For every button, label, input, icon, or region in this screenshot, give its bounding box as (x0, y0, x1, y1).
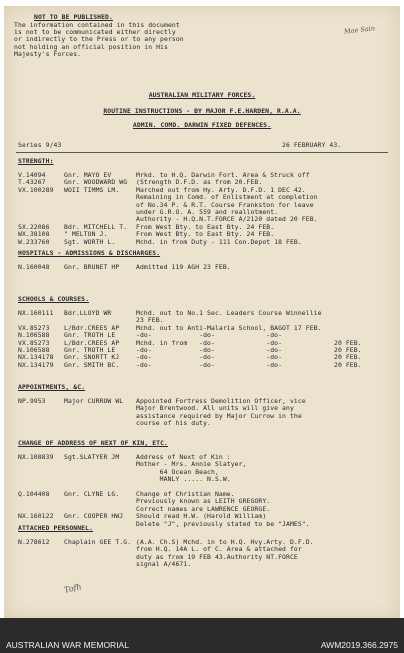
warning-line: or indirectly to the Press or to any person (14, 35, 184, 44)
entry-text: Mchd. out to No.1 Sec. Leaders Course Winnellie (136, 309, 322, 317)
entry-text: assistance required by Major Currow in the (136, 411, 302, 420)
change-of-address-section-heading: CHANGE OF ADDRESS OF NEXT OF KIN, ETC. (18, 439, 169, 447)
service-number: NX.160111 (18, 309, 54, 317)
entry-text: (Strength D.F.D. as from 20.FEB. (136, 178, 263, 187)
service-number: SX.22086 (18, 222, 50, 231)
entry-text: From West Bty. to East Bty. 24 FEB. (136, 222, 275, 231)
entry-text: -do- -do- -do- (136, 346, 283, 354)
rank-and-name: Gnr. SNORTT KJ (64, 353, 120, 362)
entry-text: Correct names are LAWRENCE GEORGE. (136, 504, 271, 513)
service-number: N.278612 (18, 538, 50, 546)
entry-text: -do- -do- -do- (136, 360, 283, 369)
rank-and-name: Gnr. BRUNET HP (64, 263, 120, 271)
entry-text: 23 FEB. (136, 316, 164, 325)
entry-text: (A.A. Ch.S) Mchd. in to H.Q. Hvy.Arty. D.F.D. (136, 538, 314, 546)
entry-text: Mchd. in from -do- -do- (136, 338, 283, 347)
service-number: W.233760 (18, 237, 50, 246)
service-number: V.14094 (18, 171, 46, 179)
entry-text: Mrkd. to H.Q. Darwin Fort. Area & Struck off (136, 171, 310, 179)
entry-text: from H.Q. 14A L. of C. Area & attached for (136, 545, 302, 554)
service-number: Q.104408 (18, 490, 50, 498)
warning-line: The information contained in this document (14, 21, 180, 29)
entry-text: Change of Christian Name. (136, 490, 235, 498)
header-rule (16, 152, 388, 153)
entry-text: From West Bty. to East Bty. 24 FEB. (136, 230, 275, 239)
rank-and-name: Major CURROW WL (64, 397, 124, 405)
service-number: VX.85273 (18, 338, 50, 347)
service-number: WX.38108 (18, 230, 50, 239)
service-number: NX.160122 (18, 512, 54, 521)
service-number: N.160048 (18, 263, 50, 271)
rank-and-name: Gnr. MAYO EV (64, 171, 112, 179)
rank-and-name: Gnr. WOODWARD WG (64, 178, 128, 187)
rank-and-name: L/Bdr.CREES AP (64, 323, 120, 332)
warning-line: is not to be communicated either directly (14, 28, 176, 37)
warning-line: Majesty's Forces. (14, 49, 82, 58)
rank-and-name: Bdr.LLOYD WR (64, 309, 112, 317)
warning-title: NOT TO BE PUBLISHED. (34, 13, 113, 21)
document-title: ROUTINE INSTRUCTIONS - BY MAJOR F.E.HARDEN, R.A.A. (103, 107, 301, 115)
entry-date: 20 FEB. (334, 353, 362, 362)
document-subtitle: ADMIN. COMD. DARWIN FIXED DEFENCES. (132, 121, 272, 129)
entry-text: MANLY ..... N.S.W. (136, 475, 231, 484)
service-number: NX.134179 (18, 360, 54, 369)
service-number: N.106588 (18, 331, 50, 340)
footer-institution: AUSTRALIAN WAR MEMORIAL (6, 640, 129, 650)
rank-and-name: Bdr. MITCHELL T. (64, 222, 128, 231)
rank-and-name: Gnr. CLYNE LG. (64, 490, 120, 498)
service-number: VX.100289 (18, 185, 54, 194)
archive-footer (0, 618, 404, 653)
schools-section-heading: SCHOOLS & COURSES. (18, 295, 90, 303)
entry-text: Admitted 119 AGH 23 FEB. (136, 263, 231, 271)
entry-text: Previously known as LEITH GREGORY. (136, 497, 271, 506)
rank-and-name: Sgt. WORTH L. (64, 237, 116, 246)
rank-and-name: " MELTON J. (64, 230, 108, 239)
rank-and-name: Gnr. COOPER HWJ (64, 512, 124, 521)
entry-date: 20 FEB. (334, 346, 362, 354)
rank-and-name: Sgt.SLATYER JM (64, 453, 120, 461)
rank-and-name: Gnr. TROTH LE (64, 346, 116, 354)
entry-text: Authority - H.Q.N.T.FORCE A/2120 dated 20 FEB. (136, 215, 318, 224)
attached-personnel-section-heading: ATTACHED PERSONNEL. (18, 524, 94, 532)
series-number: Series 9/43 (18, 141, 62, 149)
handwritten-corner-note: Mae Sain (343, 24, 376, 36)
entry-text: Mother - Mrs. Annie Slatyer, (136, 460, 247, 469)
entry-text: -do- -do- -do- (136, 353, 283, 362)
service-number: NX.134178 (18, 353, 54, 362)
service-number: N.106588 (18, 346, 50, 354)
service-number: T.43267 (18, 178, 46, 187)
entry-text: Delete "J", previously stated to be "JAMES". (136, 519, 310, 528)
entry-date: 20 FEB. (334, 360, 362, 369)
footer-accession-number: AWM2019.366.2975 (320, 640, 398, 650)
rank-and-name: Gnr. SMITH BC. (64, 360, 120, 369)
entry-text: Should read H.W. (Harold William) (136, 512, 267, 521)
service-number: NX.108839 (18, 453, 54, 461)
hospitals-section-heading: HOSPITALS - ADMISSIONS & DISCHARGES. (18, 249, 161, 257)
rank-and-name: Gnr. TROTH LE (64, 331, 116, 340)
strength-section-heading: STRENGTH: (18, 157, 54, 165)
entry-text: course of his duty. (136, 419, 212, 428)
entry-date: 20 FEB. (334, 338, 362, 347)
rank-and-name: WOII TIMMS LM. (64, 185, 120, 194)
entry-text: signal A/4671. (136, 560, 192, 569)
service-number: NP.9953 (18, 397, 46, 405)
entry-text: 64 Ocean Beach, (136, 467, 219, 476)
rank-and-name: Chaplain GEE T.G. (64, 538, 132, 546)
entry-text: of No.34 P. & R.T. Course Frankston for leave (136, 200, 314, 209)
entry-text: Address of Next of Kin : (136, 453, 231, 461)
org-heading: AUSTRALIAN MILITARY FORCES. (148, 91, 256, 99)
entry-text: Major Brentwood. All units will give any (136, 404, 294, 413)
warning-line: not holding an official position in His (14, 42, 168, 51)
entry-text: Marched out from Hy. Arty. D.F.D. 1 DEC 42. (136, 185, 306, 194)
entry-text: Mchd. in from Duty - 111 Con.Depot 18 FEB. (136, 237, 302, 246)
service-number: VX.85273 (18, 323, 50, 332)
entry-text: Mchd. out to Anti-Malaria School, BAGOT 17 FEB. (136, 323, 322, 332)
entry-text: Appointed Fortress Demolition Officer, vice (136, 397, 306, 405)
entry-text: duty as from 19 FEB 43.Authority NT.FORCE (136, 552, 298, 561)
document-date: 26 FEBRUARY 43. (282, 141, 342, 149)
entry-text: under G.R.O. A. 559 and reallotment. (136, 208, 279, 216)
handwritten-initials: Tofh (63, 582, 83, 595)
rank-and-name: L/Bdr.CREES AP (64, 338, 120, 347)
entry-text: Remaining in Comd. of Enlistment at completion (136, 193, 318, 202)
entry-text: -do- -do- -do- (136, 331, 283, 340)
appointments-section-heading: APPOINTMENTS, &C. (18, 383, 86, 391)
